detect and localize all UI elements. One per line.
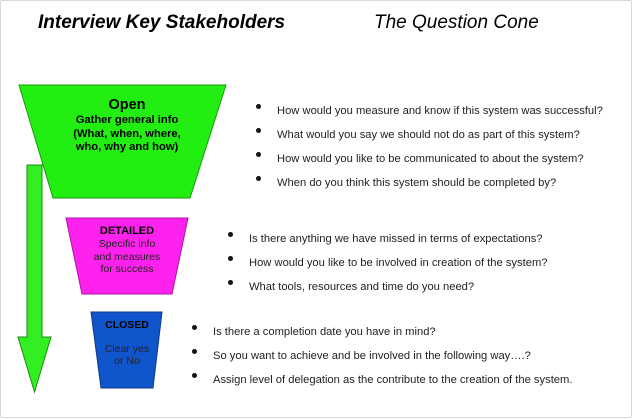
open-desc-line-3: who, why and how)	[75, 141, 179, 154]
open-label	[52, 97, 202, 155]
detailed-desc-line-1: Specific info	[98, 238, 156, 251]
open-questions	[253, 99, 603, 195]
detailed-desc-line-2: and measures	[93, 250, 161, 263]
closed-questions	[189, 320, 572, 392]
detailed-title: DETAILED	[99, 225, 155, 237]
open-desc-line-1: Gather general info	[75, 114, 179, 127]
detailed-question: How would you like to be involved in creation of the system?	[225, 251, 548, 275]
detailed-label	[77, 225, 177, 276]
slide-subtitle: The Question Cone	[374, 12, 539, 33]
detailed-questions	[225, 227, 548, 299]
closed-question: Assign level of delegation as the contribute to the creation of the system.	[189, 368, 572, 392]
closed-desc-line-1: Clear yes	[104, 342, 150, 355]
closed-label	[96, 319, 158, 368]
closed-title: CLOSED	[105, 319, 149, 331]
open-question: When do you think this system should be completed by?	[253, 171, 603, 195]
closed-desc-line-2: or No	[114, 355, 140, 368]
detailed-question: What tools, resources and time do you need?	[225, 275, 548, 299]
detailed-question: Is there anything we have missed in terms of expectations?	[225, 227, 548, 251]
open-question: How would you like to be communicated to about the system?	[253, 147, 603, 171]
open-title: Open	[108, 97, 146, 113]
down-arrow	[18, 165, 51, 392]
open-desc-line-2: (What, when, where,	[73, 127, 181, 140]
closed-question: Is there a completion date you have in mind?	[189, 320, 572, 344]
open-question: What would you say we should not do as part of this system?	[253, 123, 603, 147]
slide-title: Interview Key Stakeholders	[38, 12, 286, 33]
detailed-desc-line-3: for success	[100, 263, 154, 276]
closed-question: So you want to achieve and be involved in the following way….?	[189, 344, 572, 368]
open-question: How would you measure and know if this system was successful?	[253, 99, 603, 123]
